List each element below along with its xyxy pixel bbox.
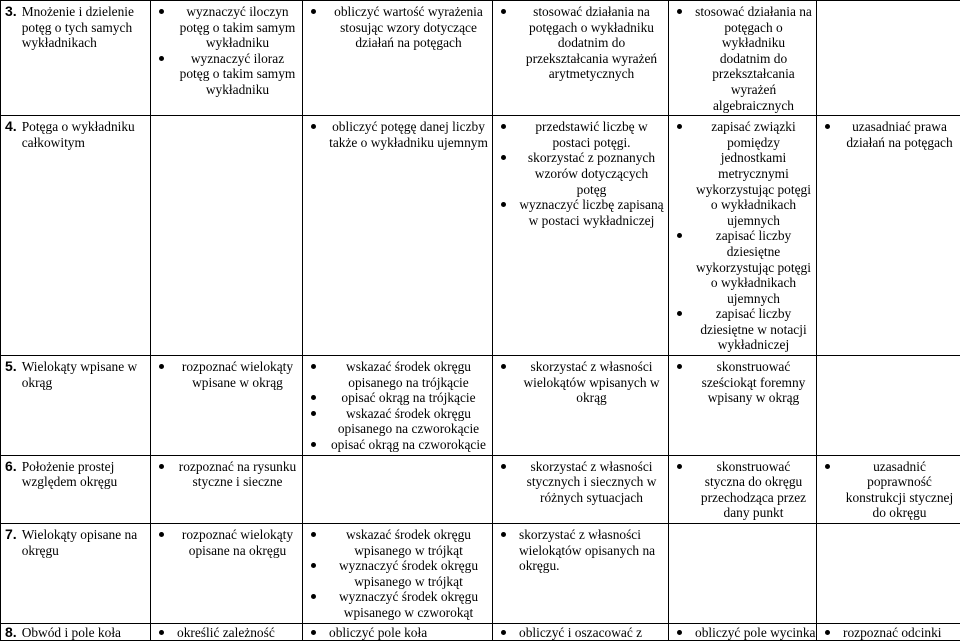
list-item [307, 406, 488, 437]
list-item [155, 459, 298, 490]
bullet-icon [501, 464, 506, 469]
table-row [1, 524, 960, 624]
requirement-text: obliczyć i oszacować z [519, 625, 642, 640]
requirement-text: rozpoznać wielokąty opisane na okręgu [182, 527, 293, 558]
table-row [1, 455, 960, 523]
requirement-text: wskazać środek okręgu opisanego na czworokącie [338, 406, 479, 437]
list-item [673, 459, 812, 521]
requirement-text: wyznaczyć iloraz potęg o takim samym wykładniku [180, 51, 296, 97]
list-item [155, 359, 298, 390]
requirements-cell [151, 116, 303, 356]
requirement-text: obliczyć wartość wyrażenia stosując wzory dotyczące działań na potęgach [334, 4, 483, 50]
requirement-text: obliczyć pole koła [329, 625, 427, 640]
list-item [307, 4, 488, 51]
requirements-cell [151, 524, 303, 624]
requirements-cell [669, 623, 817, 641]
topic-cell [1, 1, 151, 116]
topic-cell [1, 623, 151, 641]
requirements-cell [303, 455, 493, 523]
requirements-cell [817, 356, 960, 456]
requirement-text: skorzystać z własności wielokątów wpisanych w okrąg [523, 359, 659, 405]
list-item [497, 150, 664, 197]
list-item [155, 4, 298, 51]
topic-number: 3. [5, 4, 17, 51]
requirement-text: określić zależność [177, 625, 275, 640]
list-item [307, 359, 488, 390]
bullet-icon [677, 364, 682, 369]
list-item [497, 459, 664, 506]
bullet-icon [311, 630, 316, 635]
bullet-icon [311, 532, 316, 537]
bullet-icon [159, 9, 164, 14]
topic-name: Wielokąty opisane na okręgu [22, 527, 146, 558]
bullet-icon [159, 56, 164, 61]
requirements-cell [669, 455, 817, 523]
requirement-text: stosować działania na potęgach o wykładniku dodatnim do przekształcania wyrażeń arytmetycznych [526, 4, 657, 81]
requirements-cell [493, 455, 669, 523]
bullet-icon [677, 464, 682, 469]
bullet-icon [311, 9, 316, 14]
requirements-cell [817, 1, 960, 116]
list-item [307, 437, 488, 453]
list-item [307, 527, 488, 558]
bullet-icon [501, 630, 506, 635]
requirements-cell [669, 116, 817, 356]
list-item [307, 119, 488, 150]
list-item [155, 527, 298, 558]
requirement-text: przedstawić liczbę w postaci potęgi. [535, 119, 647, 150]
list-item [155, 51, 298, 98]
requirements-cell [493, 1, 669, 116]
requirement-text: skonstruować styczna do okręgu przechodząca przez dany punkt [701, 459, 806, 521]
topic-name: Potęga o wykładniku całkowitym [22, 119, 146, 150]
list-item [497, 4, 664, 82]
list-item [673, 4, 812, 113]
table-row [1, 623, 960, 641]
requirement-text: skonstruować sześciokąt foremny wpisany w okrąg [702, 359, 806, 405]
topic-number: 4. [5, 119, 17, 150]
bullet-icon [159, 464, 164, 469]
requirements-cell [151, 356, 303, 456]
bullet-icon [677, 233, 682, 238]
requirement-text: wskazać środek okręgu opisanego na trójkącie [346, 359, 471, 390]
list-item [673, 306, 812, 353]
requirements-cell [303, 356, 493, 456]
list-item [673, 228, 812, 306]
requirements-cell [303, 116, 493, 356]
bullet-icon [501, 9, 506, 14]
bullet-icon [311, 563, 316, 568]
list-item [497, 119, 664, 150]
bullet-icon [311, 411, 316, 416]
requirements-cell [817, 455, 960, 523]
list-item [821, 119, 956, 150]
list-item [497, 625, 664, 641]
requirement-text: uzasadnić poprawność konstrukcji stycznej do okręgu [846, 459, 953, 521]
requirement-text: uzasadniać prawa działań na potęgach [846, 119, 952, 150]
table-row [1, 116, 960, 356]
requirement-text: wyznaczyć liczbę zapisaną w postaci wykładniczej [519, 197, 663, 228]
list-item [673, 625, 812, 641]
bullet-icon [311, 364, 316, 369]
bullet-icon [311, 442, 316, 447]
requirements-cell [669, 356, 817, 456]
requirements-cell [151, 623, 303, 641]
requirement-text: wyznaczyć środek okręgu wpisanego w trójkąt [339, 558, 478, 589]
bullet-icon [501, 202, 506, 207]
requirement-text: rozpoznać na rysunku styczne i sieczne [179, 459, 297, 490]
requirements-cell [493, 524, 669, 624]
requirement-text: zapisać związki pomiędzy jednostkami metrycznymi wykorzystując potęgi o wykładnikach ujemnych [696, 119, 811, 228]
requirements-cell [817, 524, 960, 624]
requirement-text: skorzystać z własności wielokątów opisanych na okręgu. [519, 527, 655, 573]
list-item [673, 119, 812, 228]
list-item [673, 359, 812, 406]
list-item [307, 390, 488, 406]
requirements-cell [151, 1, 303, 116]
requirements-cell [817, 623, 960, 641]
bullet-icon [311, 395, 316, 400]
requirement-text: obliczyć pole wycinka [695, 625, 815, 640]
requirement-text: obliczyć potęgę danej liczby także o wykładniku ujemnym [329, 119, 488, 150]
bullet-icon [677, 9, 682, 14]
requirement-text: wyznaczyć iloczyn potęg o takim samym wykładniku [180, 4, 296, 50]
bullet-icon [159, 364, 164, 369]
requirements-cell [303, 1, 493, 116]
topic-cell [1, 524, 151, 624]
requirements-cell [817, 116, 960, 356]
topic-cell [1, 455, 151, 523]
topic-name: Wielokąty wpisane w okrąg [22, 359, 146, 390]
requirements-cell [493, 623, 669, 641]
table-row [1, 1, 960, 116]
bullet-icon [159, 630, 164, 635]
requirements-cell [151, 455, 303, 523]
bullet-icon [501, 155, 506, 160]
requirements-cell [669, 524, 817, 624]
requirements-cell [493, 116, 669, 356]
list-item [307, 589, 488, 620]
bullet-icon [677, 630, 682, 635]
bullet-icon [825, 124, 830, 129]
requirement-text: wskazać środek okręgu wpisanego w trójkąt [346, 527, 471, 558]
topic-name: Mnożenie i dzielenie potęg o tych samych wykładnikach [22, 4, 146, 51]
topic-number: 7. [5, 527, 17, 558]
list-item [307, 625, 488, 641]
topic-name: Obwód i pole koła [22, 625, 121, 641]
list-item [497, 527, 664, 574]
requirement-text: skorzystać z własności stycznych i siecznych w różnych sytuacjach [527, 459, 657, 505]
topic-number: 6. [5, 459, 17, 490]
table-row [1, 356, 960, 456]
requirement-text: opisać okrąg na trójkącie [341, 390, 475, 405]
requirement-text: skorzystać z poznanych wzorów dotyczących potęg [528, 150, 655, 196]
bullet-icon [501, 364, 506, 369]
requirements-cell [669, 1, 817, 116]
requirement-text: opisać okrąg na czworokącie [331, 437, 486, 452]
list-item [497, 359, 664, 406]
list-item [821, 625, 956, 641]
list-item [821, 459, 956, 521]
topic-name: Położenie prostej względem okręgu [22, 459, 146, 490]
requirement-text: stosować działania na potęgach o wykładniku dodatnim do przekształcania wyrażeń algebraicznych [695, 4, 812, 113]
list-item [155, 625, 298, 641]
bullet-icon [311, 594, 316, 599]
requirement-text: zapisać liczby dziesiętne w notacji wykładniczej [700, 306, 806, 352]
topic-number: 8. [5, 625, 17, 641]
list-item [307, 558, 488, 589]
bullet-icon [311, 124, 316, 129]
list-item [497, 197, 664, 228]
bullet-icon [825, 464, 830, 469]
topic-cell [1, 356, 151, 456]
topic-number: 5. [5, 359, 17, 390]
requirements-cell [303, 623, 493, 641]
topic-cell [1, 116, 151, 356]
bullet-icon [501, 532, 506, 537]
bullet-icon [501, 124, 506, 129]
requirement-text: zapisać liczby dziesiętne wykorzystując potęgi o wykładnikach ujemnych [696, 228, 811, 305]
bullet-icon [677, 124, 682, 129]
requirements-cell [303, 524, 493, 624]
bullet-icon [159, 532, 164, 537]
requirement-text: wyznaczyć środek okręgu wpisanego w czworokąt [339, 589, 478, 620]
requirement-text: rozpoznać odcinki [843, 625, 942, 640]
requirement-text: rozpoznać wielokąty wpisane w okrąg [182, 359, 293, 390]
requirements-cell [493, 356, 669, 456]
bullet-icon [677, 311, 682, 316]
bullet-icon [825, 630, 830, 635]
